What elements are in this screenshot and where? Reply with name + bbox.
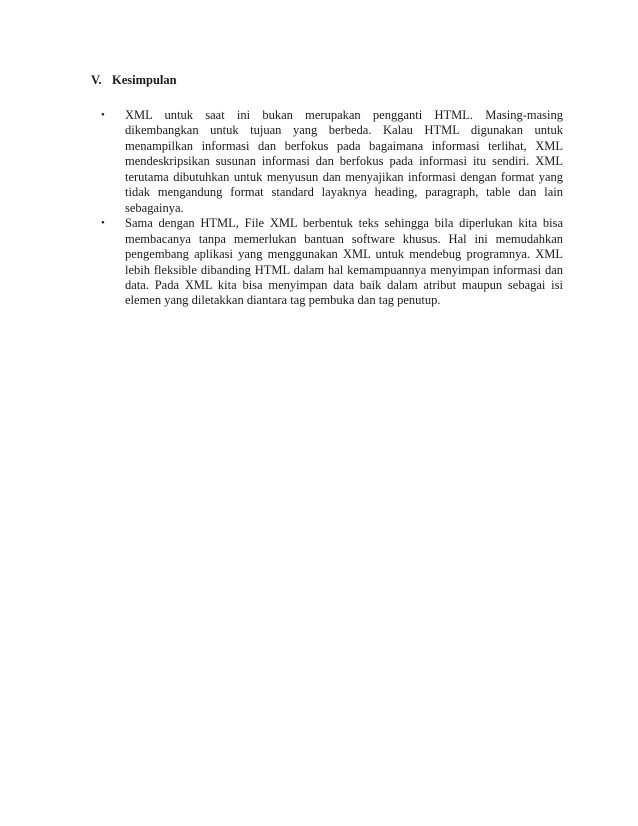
bullet-text: Sama dengan HTML, File XML berbentuk teks sehingga bila diperlukan kita bisa membacanya tanpa memerlukan bantuan software khusus. Hal ini memudahkan pengembang aplikasi yang menggunakan XML untuk mendebug programnya. XML lebih fleksible dibanding HTML dalam hal kemampuannya menyimpan informasi dan data. Pada XML kita bisa menyimpan data baik dalam atribut maupun sebagai isi elemen yang diletakkan diantara tag pembuka dan tag penutup. bbox=[125, 216, 563, 308]
bullet-item-2 bbox=[100, 216, 563, 309]
section-heading bbox=[91, 73, 177, 88]
section-title: Kesimpulan bbox=[112, 73, 177, 87]
bullet-icon: • bbox=[101, 217, 105, 230]
section-number: V. bbox=[91, 73, 102, 87]
bullet-icon: • bbox=[101, 109, 105, 121]
conclusion-bullet-list bbox=[100, 108, 563, 309]
bullet-item-1 bbox=[100, 108, 563, 216]
bullet-text: XML untuk saat ini bukan merupakan pengganti HTML. Masing-masing dikembangkan untuk tujuan yang berbeda. Kalau HTML digunakan untuk menampilkan informasi dan berfokus pada bagaimana informasi terlihat, XML mendeskripsikan susunan informasi dan berfokus pada informasi itu sendiri. XML terutama dibutuhkan untuk menyusun dan menyajikan informasi dengan format yang tidak mengandung format standard layaknya heading, paragraph, table dan lain sebagainya. bbox=[125, 108, 563, 215]
